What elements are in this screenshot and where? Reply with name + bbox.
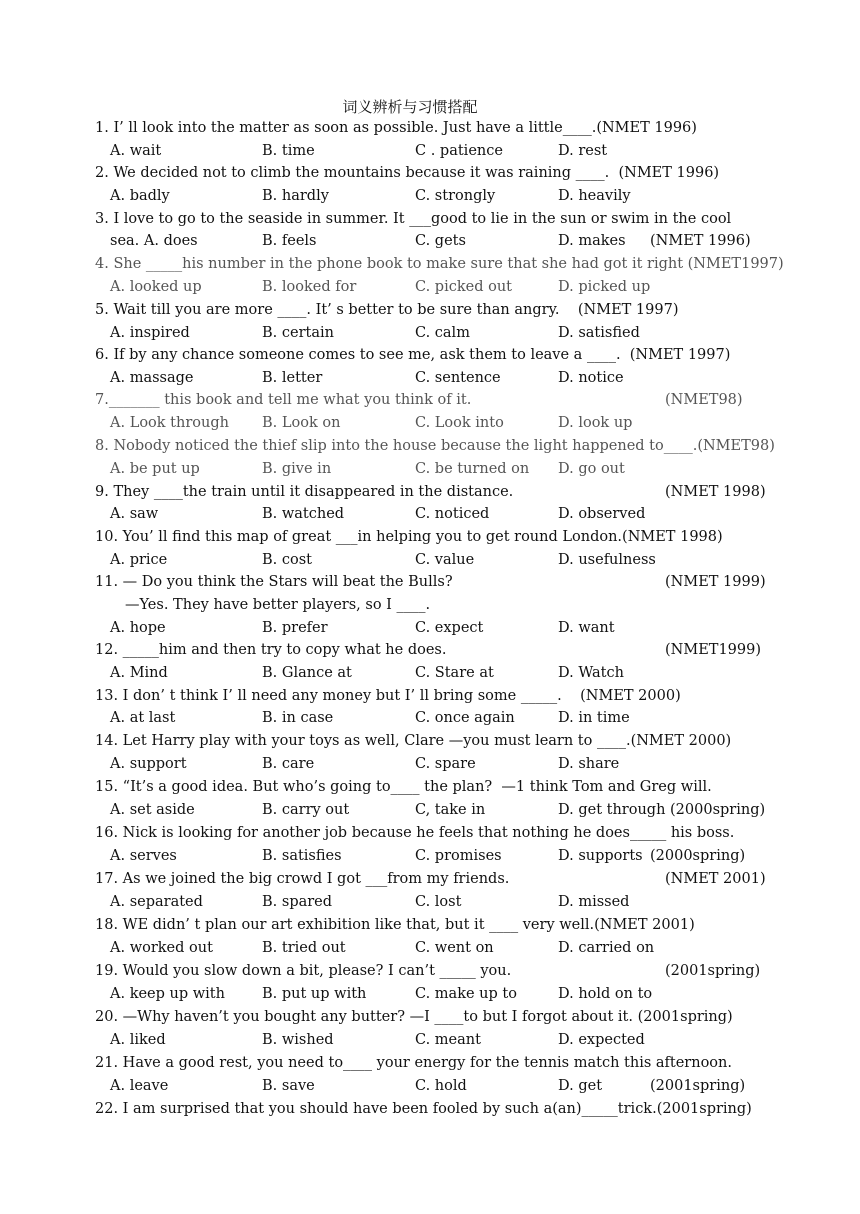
question-continuation: —Yes. They have better players, so I ____. <box>125 597 431 613</box>
option-a: A. hope <box>110 620 166 636</box>
option-c: C . patience <box>415 143 503 159</box>
option-c: C. picked out <box>415 279 512 295</box>
option-c: C. noticed <box>415 506 490 522</box>
option-d: D. heavily <box>558 188 631 204</box>
option-c: C. expect <box>415 620 484 636</box>
option-d: D. get <box>558 1078 603 1094</box>
option-b: B. in case <box>262 710 334 726</box>
question-6: 6. If by any chance someone comes to see me, ask them to leave a ____. (NMET 1997) <box>95 347 731 363</box>
question-source: (2001spring) <box>665 963 761 979</box>
option-a: A. inspired <box>110 325 190 341</box>
option-a: A. Look through <box>110 415 229 431</box>
question-1: 1. I’ ll look into the matter as soon as possible. Just have a little____.(NMET 1996) <box>95 120 697 136</box>
question-16: 16. Nick is looking for another job because he feels that nothing he does_____ his boss. <box>95 825 735 841</box>
option-b: B. Look on <box>262 415 341 431</box>
option-c: C. went on <box>415 940 494 956</box>
option-d: D. expected <box>558 1032 645 1048</box>
question-source: (NMET 2001) <box>665 871 766 887</box>
option-a: A. at last <box>110 710 176 726</box>
option-a: sea. A. does <box>110 233 198 249</box>
option-d: D. carried on <box>558 940 655 956</box>
option-d: D. makes <box>558 233 626 249</box>
option-c: C. hold <box>415 1078 467 1094</box>
option-a: A. badly <box>110 188 170 204</box>
option-b: B. carry out <box>262 802 350 818</box>
option-b: B. cost <box>262 552 312 568</box>
option-b: B. certain <box>262 325 334 341</box>
option-a: A. saw <box>110 506 159 522</box>
option-d: D. notice <box>558 370 624 386</box>
page-title: 词义辨析与习惯搭配 <box>342 98 478 116</box>
option-d: D. observed <box>558 506 646 522</box>
question-9: 9. They ____the train until it disappeared in the distance. <box>95 484 514 500</box>
question-19: 19. Would you slow down a bit, please? I can’t _____ you. <box>95 963 512 979</box>
option-b: B. wished <box>262 1032 334 1048</box>
question-source: (NMET1999) <box>665 642 762 658</box>
option-d: D. usefulness <box>558 552 656 568</box>
question-20: 20. —Why haven’t you bought any butter? —I ____to but I forgot about it. (2001spring) <box>95 1009 733 1025</box>
option-d: D. share <box>558 756 620 772</box>
option-e: (NMET 1996) <box>650 233 751 249</box>
question-14: 14. Let Harry play with your toys as well, Clare —you must learn to ____.(NMET 2000) <box>95 733 732 749</box>
question-source: (NMET 1999) <box>665 574 766 590</box>
option-b: B. time <box>262 143 315 159</box>
option-b: B. Glance at <box>262 665 352 681</box>
option-d: D. in time <box>558 710 630 726</box>
option-d: D. get through (2000spring) <box>558 802 766 818</box>
option-b: B. care <box>262 756 315 772</box>
option-b: B. prefer <box>262 620 328 636</box>
question-4: 4. She _____his number in the phone book to make sure that she had got it right (NMET1997) <box>95 256 784 272</box>
option-b: B. feels <box>262 233 317 249</box>
option-b: B. looked for <box>262 279 357 295</box>
option-b: B. put up with <box>262 986 367 1002</box>
question-5: 5. Wait till you are more ____. It’ s better to be sure than angry. (NMET 1997) <box>95 302 679 318</box>
option-c: C. strongly <box>415 188 496 204</box>
option-b: B. letter <box>262 370 323 386</box>
option-d: D. hold on to <box>558 986 653 1002</box>
option-c: C. value <box>415 552 475 568</box>
option-a: A. support <box>110 756 187 772</box>
option-b: B. give in <box>262 461 332 477</box>
option-d: D. go out <box>558 461 625 477</box>
question-15: 15. “It’s a good idea. But who’s going to____ the plan? —1 think Tom and Greg will. <box>95 779 712 795</box>
option-d: D. supports <box>558 848 643 864</box>
option-c: C, take in <box>415 802 486 818</box>
option-b: B. spared <box>262 894 333 910</box>
option-a: A. keep up with <box>110 986 225 1002</box>
option-c: C. spare <box>415 756 476 772</box>
question-10: 10. You’ ll find this map of great ___in helping you to get round London.(NMET 1998) <box>95 529 723 545</box>
option-d: D. rest <box>558 143 608 159</box>
option-d: D. missed <box>558 894 630 910</box>
option-a: A. set aside <box>110 802 195 818</box>
option-b: B. satisfies <box>262 848 342 864</box>
option-c: C. calm <box>415 325 470 341</box>
option-c: C. lost <box>415 894 462 910</box>
option-a: A. leave <box>110 1078 169 1094</box>
option-b: B. hardly <box>262 188 329 204</box>
option-d: D. picked up <box>558 279 651 295</box>
option-a: A. be put up <box>110 461 200 477</box>
question-12: 12. _____him and then try to copy what he does. <box>95 642 447 658</box>
option-c: C. meant <box>415 1032 481 1048</box>
question-source: (NMET 1998) <box>665 484 766 500</box>
option-a: A. worked out <box>110 940 213 956</box>
option-b: B. watched <box>262 506 345 522</box>
option-c: C. be turned on <box>415 461 530 477</box>
option-d: D. Watch <box>558 665 624 681</box>
option-c: C. make up to <box>415 986 517 1002</box>
question-7: 7._______ this book and tell me what you think of it. <box>95 392 472 408</box>
option-c: C. Stare at <box>415 665 494 681</box>
option-a: A. looked up <box>110 279 202 295</box>
option-c: C. sentence <box>415 370 501 386</box>
option-d: D. want <box>558 620 615 636</box>
option-c: C. Look into <box>415 415 504 431</box>
option-d: D. satisfied <box>558 325 640 341</box>
question-17: 17. As we joined the big crowd I got ___from my friends. <box>95 871 510 887</box>
option-a: A. wait <box>110 143 162 159</box>
option-b: B. tried out <box>262 940 346 956</box>
option-a: A. serves <box>110 848 177 864</box>
question-22: 22. I am surprised that you should have been fooled by such a(an)_____trick.(2001spring) <box>95 1101 752 1117</box>
option-b: B. save <box>262 1078 315 1094</box>
question-source: (NMET98) <box>665 392 743 408</box>
option-a: A. liked <box>110 1032 166 1048</box>
question-21: 21. Have a good rest, you need to____ your energy for the tennis match this afternoon. <box>95 1055 732 1071</box>
question-8: 8. Nobody noticed the thief slip into the house because the light happened to____.(NMET98) <box>95 438 775 454</box>
question-13: 13. I don’ t think I’ ll need any money but I’ ll bring some _____. (NMET 2000) <box>95 688 681 704</box>
option-e: (2000spring) <box>650 848 746 864</box>
question-18: 18. WE didn’ t plan our art exhibition like that, but it ____ very well.(NMET 2001) <box>95 917 695 933</box>
option-a: A. massage <box>110 370 194 386</box>
option-a: A. Mind <box>110 665 168 681</box>
option-c: C. once again <box>415 710 515 726</box>
option-e: (2001spring) <box>650 1078 746 1094</box>
option-a: A. price <box>110 552 168 568</box>
question-3: 3. I love to go to the seaside in summer. It ___good to lie in the sun or swim in the cool <box>95 211 732 227</box>
option-c: C. promises <box>415 848 502 864</box>
question-11: 11. — Do you think the Stars will beat the Bulls? <box>95 574 453 590</box>
option-c: C. gets <box>415 233 466 249</box>
option-a: A. separated <box>110 894 203 910</box>
option-d: D. look up <box>558 415 633 431</box>
question-2: 2. We decided not to climb the mountains because it was raining ____. (NMET 1996) <box>95 165 720 181</box>
